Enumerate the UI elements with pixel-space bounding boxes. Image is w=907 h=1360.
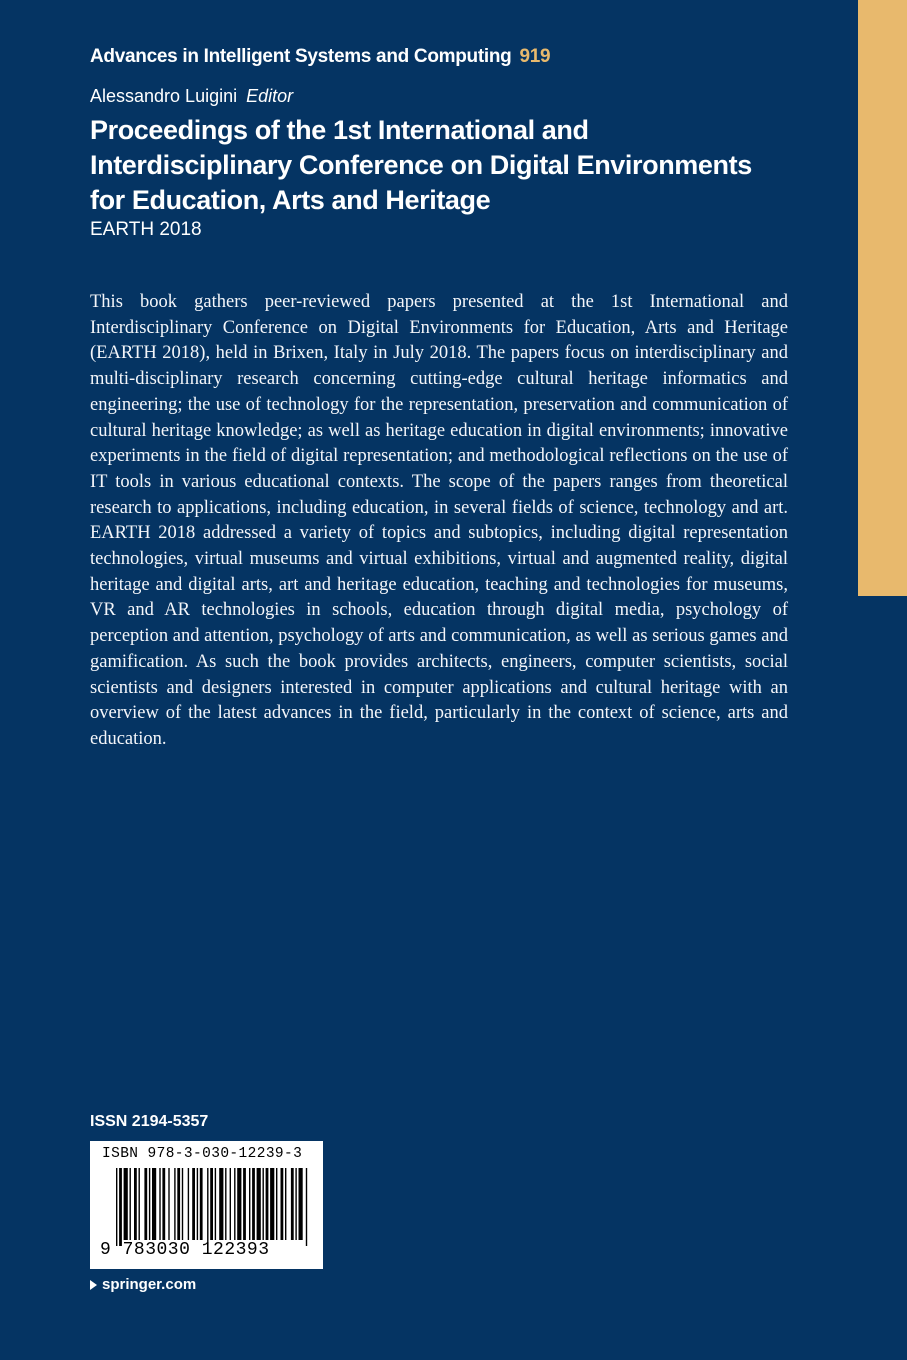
barcode-bar bbox=[225, 1168, 226, 1240]
accent-stripe bbox=[858, 0, 907, 596]
barcode-bar bbox=[177, 1168, 180, 1240]
issn: ISSN 2194-5357 bbox=[90, 1113, 209, 1130]
barcode-bar bbox=[285, 1168, 286, 1240]
barcode-bar bbox=[230, 1168, 231, 1240]
barcode-bar bbox=[257, 1168, 261, 1240]
barcode-bar bbox=[207, 1168, 208, 1246]
barcode-bar bbox=[252, 1168, 255, 1240]
editor-role: Editor bbox=[246, 86, 294, 106]
barcode-bar bbox=[174, 1168, 175, 1240]
barcode-bar bbox=[149, 1168, 150, 1240]
barcode-bar bbox=[130, 1168, 131, 1240]
publisher-link[interactable] bbox=[90, 1276, 196, 1293]
publisher-url: springer.com bbox=[102, 1276, 197, 1293]
barcode-bar bbox=[192, 1168, 195, 1240]
barcode-bar bbox=[263, 1168, 264, 1240]
barcode-bar bbox=[144, 1168, 147, 1240]
barcode-bar bbox=[162, 1168, 165, 1240]
barcode-box bbox=[90, 1141, 323, 1269]
arrow-right-icon bbox=[90, 1280, 97, 1290]
barcode-bar bbox=[276, 1168, 277, 1240]
editor-name: Alessandro Luigini bbox=[90, 86, 238, 106]
barcode-bar bbox=[215, 1168, 216, 1240]
barcode-digits: 9 783030 122393 bbox=[100, 1240, 270, 1260]
book-description: This book gathers peer-reviewed papers presented at the 1st International and Interdisciplinary Conference on Digital Environments for Education, Arts and Heritage (EARTH 2018), held in Brixen, Italy in July 2018. The papers focus on interdisciplinary and multi-disciplinary research concerning cutting-edge cultural heritage informatics and engineering; the use of technology for the representation, preservation and communication of cultural heritage knowledge; as well as heritage education in digital environments; innovative experiments in the field of digital representation; and methodological reflections on the use of IT tools in various educational contexts. The scope of the papers ranges from theoretical research to applications, including education, in several fields of science, technology and art. EARTH 2018 addressed a variety of topics and subtopics, including digital representation technologies, virtual museums and virtual exhibitions, virtual and augmented reality, digital heritage and digital arts, art and heritage education, teaching and technologies for museums, VR and AR technologies in schools, education through digital media, psychology of perception and attention, psychology of arts and communication, as well as serious games and gamification. As such the book provides architects, engineers, computer scientists, social scientists and designers interested in computer applications and cultural heritage with an overview of the latest advances in the field, particularly in the context of science, arts and education. bbox=[90, 292, 788, 749]
book-subtitle: EARTH 2018 bbox=[90, 219, 202, 240]
barcode-bar bbox=[134, 1168, 137, 1240]
book-title: Proceedings of the 1st International and Interdisciplinary Conference on Digital Environments for Education, Arts and Heritage bbox=[90, 115, 752, 215]
barcode-bar bbox=[237, 1168, 241, 1240]
barcode-bar bbox=[159, 1168, 160, 1240]
barcode-bar bbox=[219, 1168, 223, 1240]
series-line bbox=[90, 46, 550, 68]
barcode-bar bbox=[119, 1168, 122, 1246]
barcode-bar bbox=[200, 1168, 203, 1240]
barcode-bar bbox=[139, 1168, 140, 1240]
barcode-bar bbox=[188, 1168, 189, 1240]
barcode-bar bbox=[281, 1168, 284, 1240]
barcode-bar bbox=[295, 1168, 296, 1240]
series-name: Advances in Intelligent Systems and Computing bbox=[90, 46, 512, 67]
barcode-bar bbox=[210, 1168, 213, 1240]
editor-line bbox=[90, 86, 293, 107]
barcode-bar bbox=[124, 1168, 128, 1240]
barcode-bar bbox=[299, 1168, 303, 1240]
barcode-bar bbox=[249, 1168, 250, 1240]
barcode-bar bbox=[291, 1168, 294, 1240]
barcode-bar bbox=[168, 1168, 169, 1240]
barcode-bar bbox=[197, 1168, 198, 1240]
barcode-bar bbox=[116, 1168, 117, 1246]
barcode-bar bbox=[234, 1168, 235, 1240]
barcode-bar bbox=[243, 1168, 246, 1240]
barcode-bar bbox=[270, 1168, 274, 1240]
isbn-label: ISBN 978-3-030-12239-3 bbox=[102, 1146, 303, 1162]
barcode-bar bbox=[152, 1168, 156, 1240]
barcode-bar bbox=[266, 1168, 269, 1240]
series-number: 919 bbox=[519, 46, 551, 67]
barcode-bar bbox=[306, 1168, 307, 1246]
barcode-bar bbox=[182, 1168, 183, 1240]
